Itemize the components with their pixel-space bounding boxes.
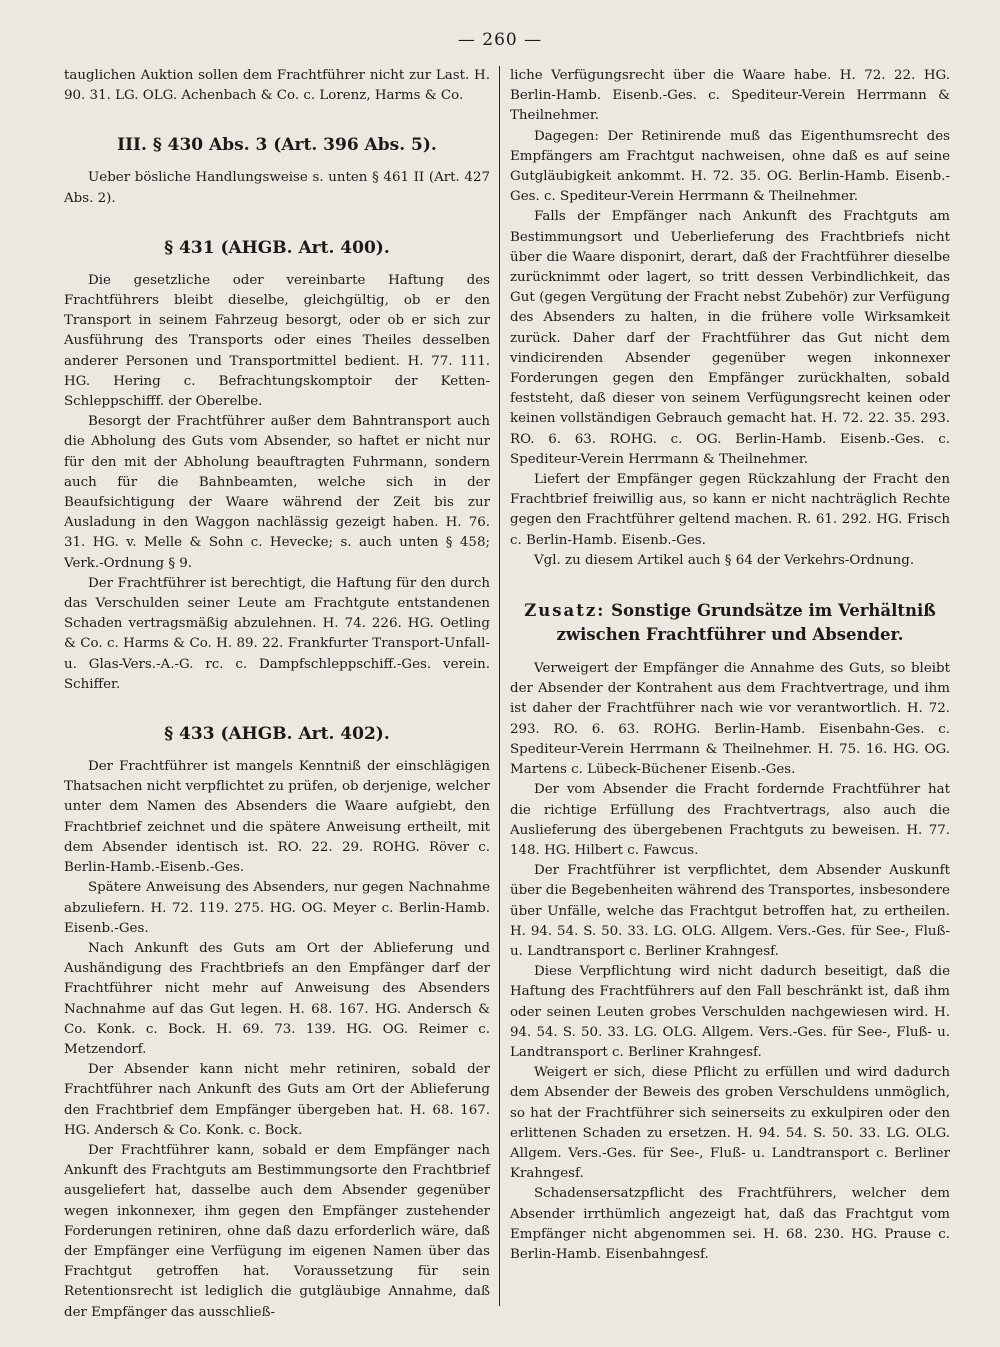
paragraph: Der Frachtführer kann, sobald er dem Empfänger nach Ankunft des Frachtguts am Bestimmungsorte den Frachtbrief ausgeliefert hat, dasselbe auch dem Absender gegenüber wegen inkonnexer, ihm gegen den Empfänger zustehender Forderungen retiniren, ohne daß dazu erforderlich wäre, daß der Empfänger eine Verfügung im eigenen Namen über das Frachtgut getroffen hat. Voraussetzung für sein Retentionsrecht ist lediglich die gutgläubige Annahme, daß der Empfänger das ausschließ-: [64, 1142, 490, 1320]
section-heading-433: § 433 (AHGB. Art. 402).: [164, 724, 390, 745]
paragraph: Spätere Anweisung des Absenders, nur gegen Nachnahme abzuliefern. H. 72. 119. 275. HG. OG. Meyer c. Berlin-Hamb. Eisenb.-Ges.: [64, 880, 490, 936]
paragraph: Vgl. zu diesem Artikel auch § 64 der Verkehrs-Ordnung.: [534, 552, 915, 568]
column-divider: [499, 66, 500, 1306]
paragraph: Der Frachtführer ist berechtigt, die Haftung für den durch das Verschulden seiner Leute am Frachtgute entstandenen Schaden vertragsmäßig abzulehnen. H. 74. 226. HG. Oetling & Co. c. Harms & Co. H. 89. 22. Frankfurter Transport-Unfall- u. Glas-Vers.-A.-G. rc. c. Dampfschleppschiff.-Ges. verein. Schiffer.: [64, 575, 490, 692]
paragraph: Die gesetzliche oder vereinbarte Haftung des Frachtführers bleibt dieselbe, gleichgültig, ob er den Transport in seinem Fahrzeug besorgt, oder ob er sich zur Ausführung des Transports oder eines Theiles desselben anderer Personen und Transportmittel bedient. H. 77. 111. HG. Hering c. Befrachtungskomptoir der Ketten-Schleppschifff. der Oberelbe.: [64, 272, 490, 410]
paragraph: Diese Verpflichtung wird nicht dadurch beseitigt, daß die Haftung des Frachtführers auf den Fall beschränkt ist, daß ihm oder seinen Leuten grobes Verschulden nachgewiesen wird. H. 94. 54. S. 50. 33. LG. OLG. Allgem. Vers.-Ges. für See-, Fluß- u. Landtransport c. Berliner Krahngesf.: [510, 964, 950, 1060]
section-heading-431: § 431 (AHGB. Art. 400).: [164, 237, 390, 258]
paragraph: Verweigert der Empfänger die Annahme des Guts, so bleibt der Absender der Kontrahent aus dem Frachtvertrage, und ihm ist daher der Frachtführer nach wie vor verantwortlich. H. 72. 293. RO. 6. 63. ROHG. Berlin-Hamb. Eisenbahn-Ges. c. Spediteur-Verein Herrmann & Theilnehmer. H. 75. 16. HG. OG. Martens c. Lübeck-Büchener Eisenb.-Ges.: [510, 661, 950, 778]
zusatz-heading: [510, 599, 950, 647]
paragraph: tauglichen Auktion sollen dem Frachtführer nicht zur Last. H. 90. 31. LG. OLG. Achenbach & Co. c. Lorenz, Harms & Co.: [64, 68, 490, 104]
paragraph: Der vom Absender die Fracht fordernde Frachtführer hat die richtige Erfüllung des Frachtvertrags, also auch die Auslieferung des übergebenen Frachtguts zu beweisen. H. 77. 148. HG. Hilbert c. Fawcus.: [510, 782, 950, 858]
right-column: [510, 66, 950, 1265]
paragraph: Weigert er sich, diese Pflicht zu erfüllen und wird dadurch dem Absender der Beweis des groben Verschuldens unmöglich, so hat der Frachtführer sich seinerseits zu exkulpiren oder den erlittenen Schaden zu ersetzen. H. 94. 54. S. 50. 33. LG. OLG. Allgem. Vers.-Ges. für See-, Fluß- u. Landtransport c. Berliner Krahngesf.: [510, 1065, 950, 1182]
left-column: [64, 66, 490, 1323]
paragraph: Der Frachtführer ist verpflichtet, dem Absender Auskunft über die Begebenheiten während des Transportes, insbesondere über Unfälle, welche das Frachtgut betroffen hat, zu ertheilen. H. 94. 54. S. 50. 33. LG. OLG. Allgem. Vers.-Ges. für See-, Fluß- u. Landtransport c. Berliner Krahngesf.: [510, 863, 950, 959]
paragraph: Der Frachtführer ist mangels Kenntniß der einschlägigen Thatsachen nicht verpflichtet zu prüfen, ob derjenige, welcher unter dem Namen des Absenders die Waare aufgiebt, den Frachtbrief zeichnet und die spätere Anweisung ertheilt, mit dem Absender identisch ist. RO. 22. 29. ROHG. Röver c. Berlin-Hamb.-Eisenb.-Ges.: [64, 759, 490, 876]
paragraph: Der Absender kann nicht mehr retiniren, sobald der Frachtführer nach Ankunft des Guts am Ort der Ablieferung den Frachtbrief dem Empfänger übergeben hat. H. 68. 167. HG. Andersch & Co. Konk. c. Bock.: [64, 1062, 490, 1138]
zusatz-title: Sonstige Grundsätze im Verhältniß zwischen Frachtführer und Absender.: [556, 601, 936, 645]
paragraph: Ueber bösliche Handlungsweise s. unten § 461 II (Art. 427 Abs. 2).: [64, 170, 490, 206]
paragraph: Besorgt der Frachtführer außer dem Bahntransport auch die Abholung des Guts vom Absender, so haftet er nicht nur für den mit der Abholung beauftragten Fuhrmann, sondern auch für die Bahnbeamten, welche sich in der Beaufsichtigung der Waare während der Zeit bis zur Ausladung in den Waggon nachlässig gezeigt haben. H. 76. 31. HG. v. Melle & Sohn c. Hevecke; s. auch unten § 458; Verk.-Ordnung § 9.: [64, 414, 490, 571]
paragraph: liche Verfügungsrecht über die Waare habe. H. 72. 22. HG. Berlin-Hamb. Eisenb.-Ges. c. Spediteur-Verein Herrmann & Theilnehmer.: [510, 68, 950, 124]
paragraph: Schadensersatzpflicht des Frachtführers, welcher dem Absender irrthümlich angezeigt hat, daß das Frachtgut vom Empfänger nicht abgenommen sei. H. 68. 230. HG. Prause c. Berlin-Hamb. Eisenbahngesf.: [510, 1186, 950, 1262]
zusatz-label: Zusatz:: [524, 601, 606, 621]
page-number: — 260 —: [457, 30, 543, 50]
paragraph: Nach Ankunft des Guts am Ort der Ablieferung und Aushändigung des Frachtbriefs an den Empfänger darf der Frachtführer nicht mehr auf Anweisung des Absenders Nachnahme auf das Gut legen. H. 68. 167. HG. Andersch & Co. Konk. c. Bock. H. 69. 73. 139. HG. OG. Reimer c. Metzendorf.: [64, 940, 490, 1057]
paragraph: Liefert der Empfänger gegen Rückzahlung der Fracht den Frachtbrief freiwillig aus, so kann er nicht nachträglich Rechte gegen den Frachtführer geltend machen. R. 61. 292. HG. Frisch c. Berlin-Hamb. Eisenb.-Ges.: [510, 472, 950, 548]
paragraph: Falls der Empfänger nach Ankunft des Frachtguts am Bestimmungsort und Ueberlieferung des Frachtbriefs nicht über die Waare disponirt, derart, daß der Frachtführer dieselbe zurücknimmt oder lagert, so tritt dessen Verbindlichkeit, das Gut (gegen Vergütung der Fracht nebst Zubehör) zur Verfügung des Absenders zu halten, in die frühere volle Wirksamkeit zurück. Daher darf der Frachtführer das Gut nicht dem vindicirenden Absender gegenüber wegen inkonnexer Forderungen gegen den Empfänger zurückhalten, sobald feststeht, daß dieser von seinem Verfügungsrecht keinen oder keinen vollständigen Gebrauch gemacht hat. H. 72. 22. 35. 293. RO. 6. 63. ROHG. c. OG. Berlin-Hamb. Eisenb.-Ges. c. Spediteur-Verein Herrmann & Theilnehmer.: [510, 209, 950, 467]
section-heading-430: III. § 430 Abs. 3 (Art. 396 Abs. 5).: [117, 135, 437, 156]
paragraph: Dagegen: Der Retinirende muß das Eigenthumsrecht des Empfängers am Frachtgut nachweisen, ohne daß es auf seine Gutgläubigkeit ankommt. H. 72. 35. OG. Berlin-Hamb. Eisenb.-Ges. c. Spediteur-Verein Herrmann & Theilnehmer.: [510, 128, 950, 205]
